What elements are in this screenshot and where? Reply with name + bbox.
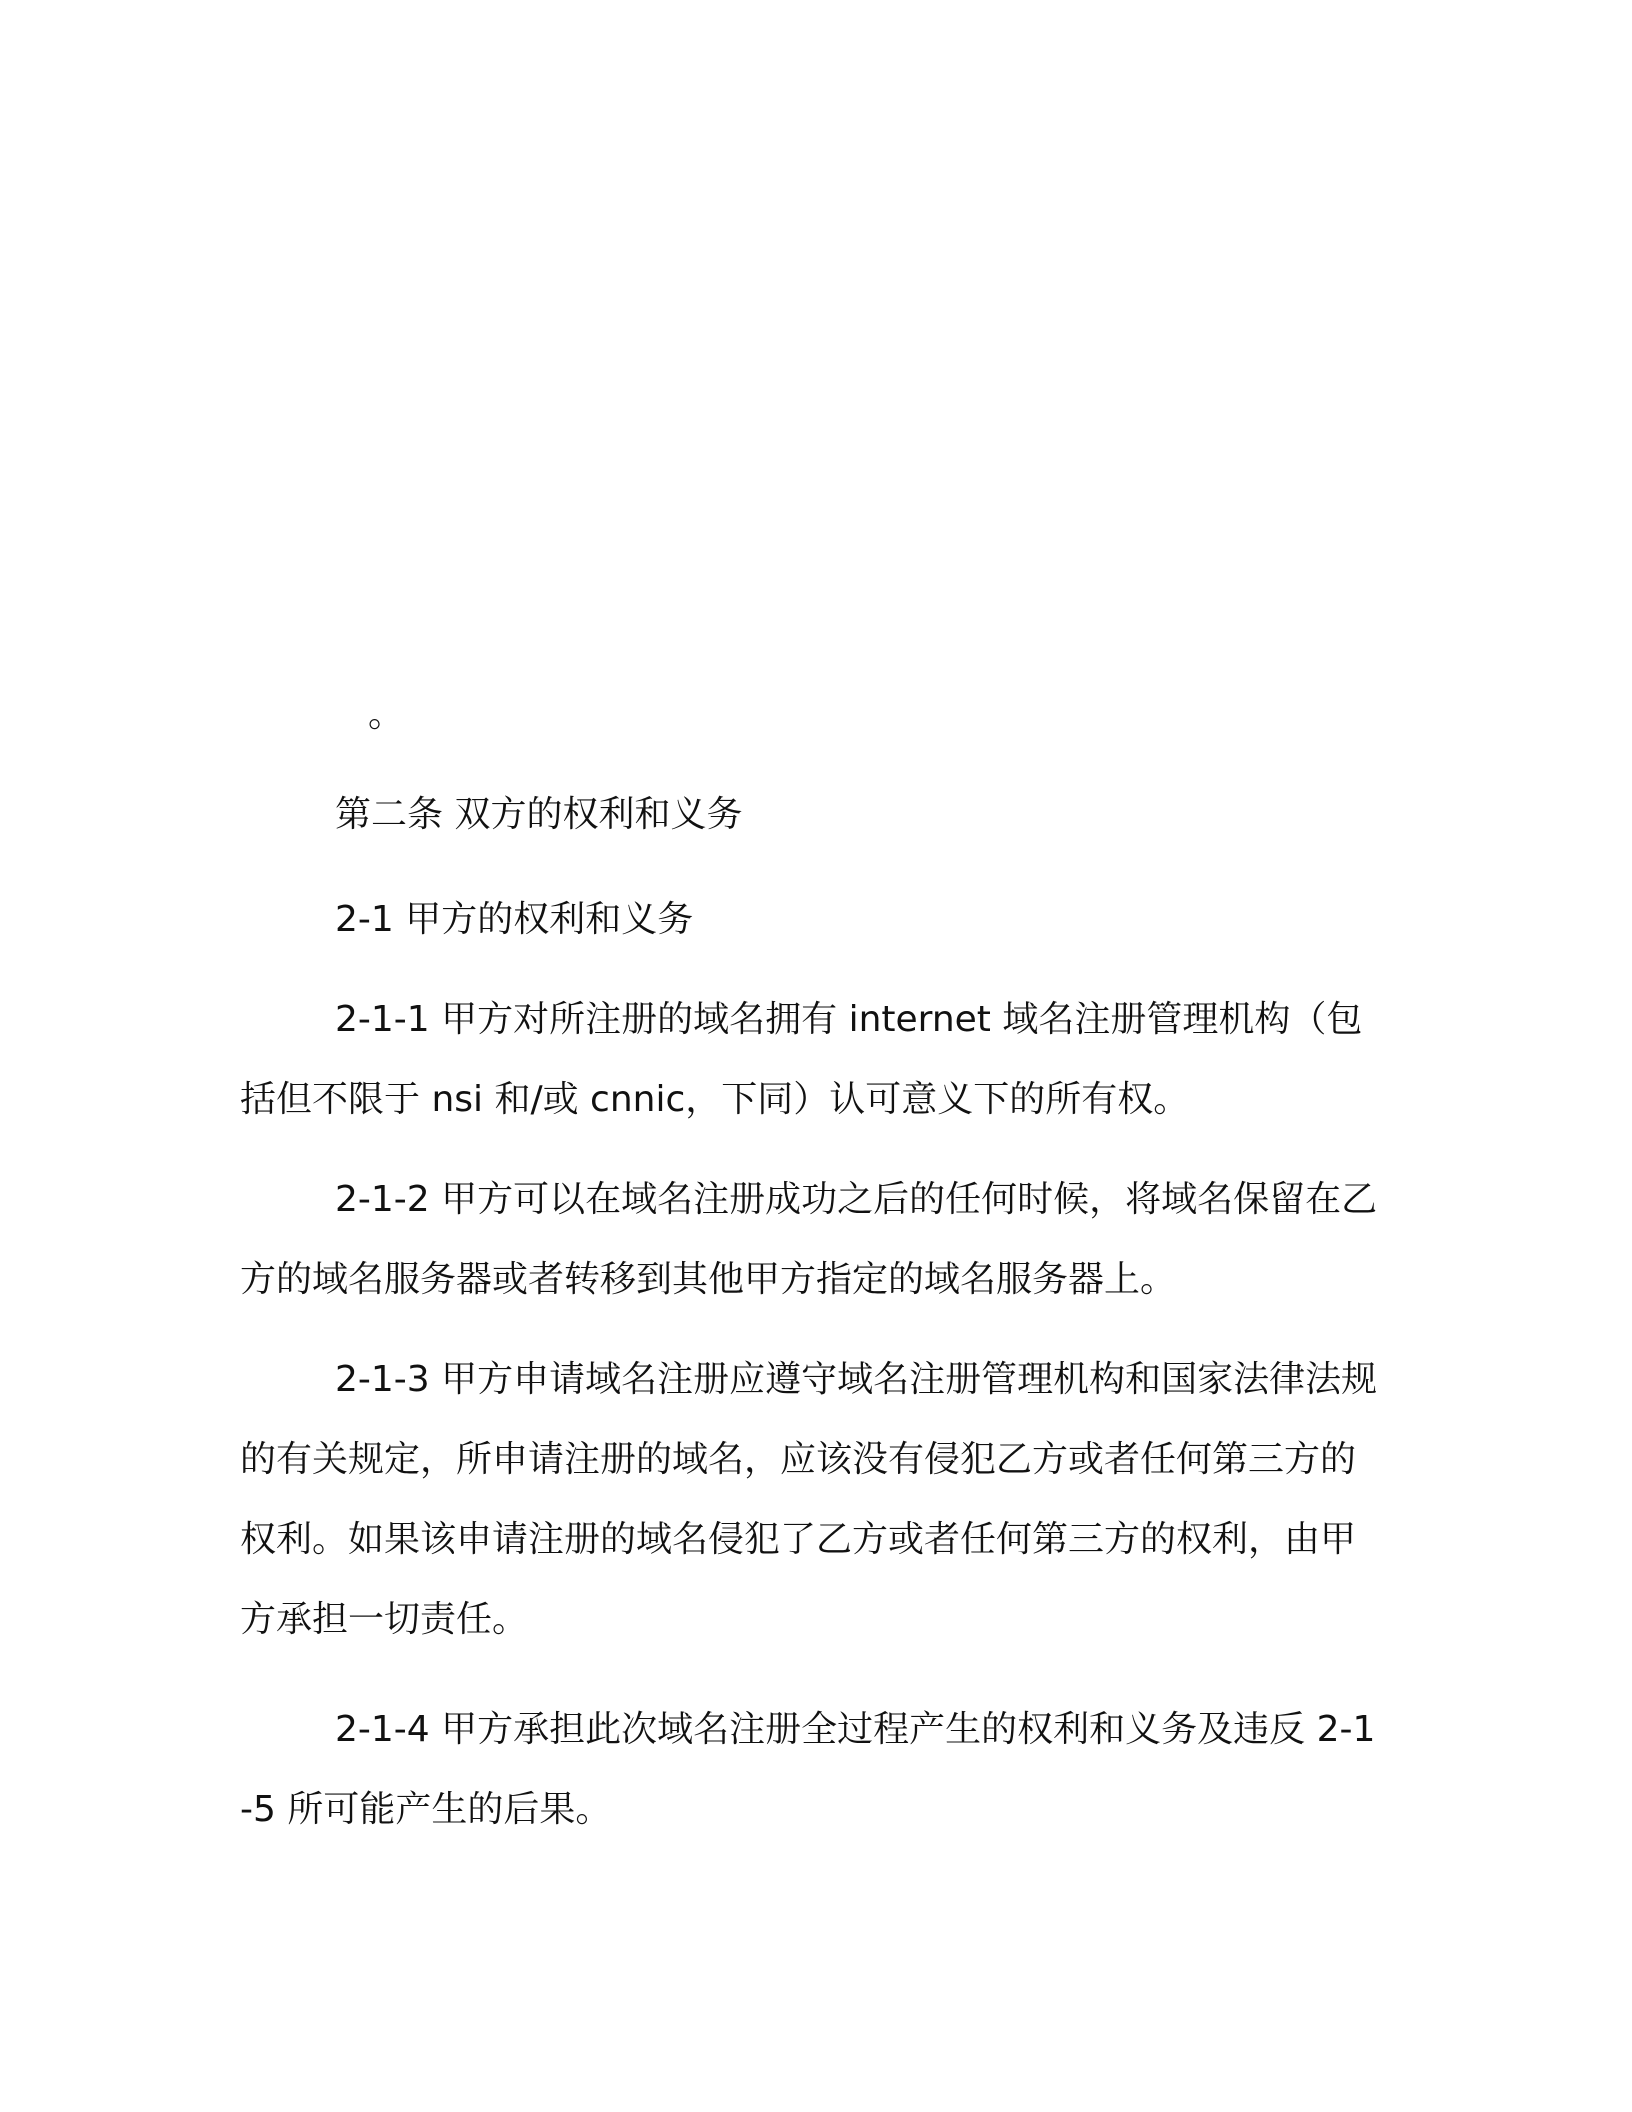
stray-punctuation: 。 bbox=[368, 694, 405, 735]
subsection-title: 2-1 甲方的权利和义务 bbox=[335, 899, 694, 940]
section-title: 第二条 双方的权利和义务 bbox=[335, 794, 743, 835]
paragraph-2-1-3: 2-1-3 甲方申请域名注册应遵守域名注册管理机构和国家法律法规的有关规定，所申请注册的域名，应该没有侵犯乙方或者任何第三方的权利。如果该申请注册的域名侵犯了乙方或者任何第三方的权利，由甲方承担一切责任。 bbox=[240, 1359, 1378, 1640]
paragraph-2-1-2: 2-1-2 甲方可以在域名注册成功之后的任何时候，将域名保留在乙方的域名服务器或者转移到其他甲方指定的域名服务器上。 bbox=[240, 1179, 1378, 1300]
paragraph-2-1-4: 2-1-4 甲方承担此次域名注册全过程产生的权利和义务及违反 2-1-5 所可能产生的后果。 bbox=[240, 1709, 1376, 1830]
paragraph-2-1-1: 2-1-1 甲方对所注册的域名拥有 internet 域名注册管理机构（包括但不限于 nsi 和/或 cnnic，下同）认可意义下的所有权。 bbox=[240, 999, 1363, 1120]
